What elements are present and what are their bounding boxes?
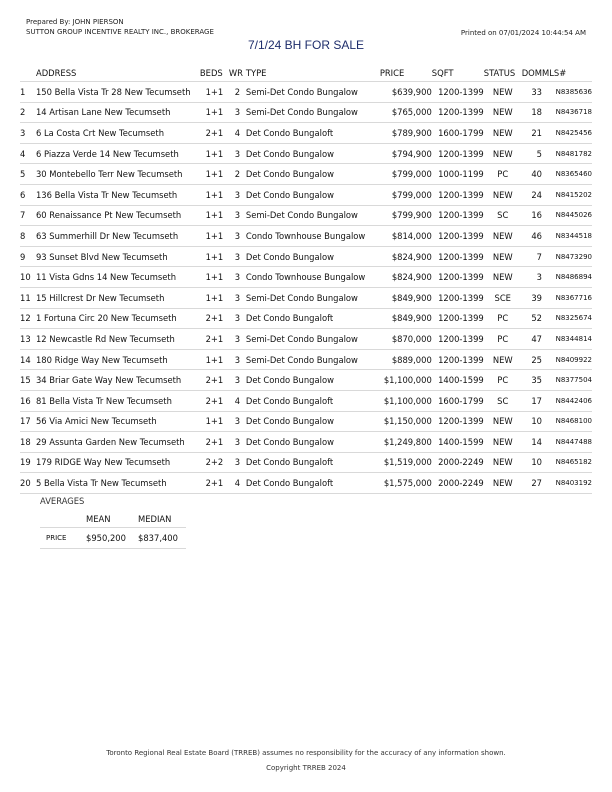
cell-wr: 2 — [229, 82, 246, 103]
cell-sqft: 1200-1399 — [432, 267, 484, 288]
table-row — [20, 123, 592, 144]
cell-price: $639,900 — [380, 82, 432, 103]
table-row — [20, 370, 592, 391]
cell-status: NEW — [484, 411, 522, 432]
cell-mls: N8442406 — [542, 390, 592, 411]
cell-type: Det Condo Bungalow — [246, 184, 380, 205]
cell-address: 6 La Costa Crt New Tecumseth — [36, 123, 200, 144]
cell-beds: 2+1 — [200, 473, 229, 494]
cell-dom: 33 — [522, 82, 542, 103]
table-row — [20, 205, 592, 226]
averages-blank-header — [40, 510, 86, 528]
cell-sqft: 1200-1399 — [432, 287, 484, 308]
cell-price: $794,900 — [380, 143, 432, 164]
cell-price: $799,000 — [380, 164, 432, 185]
cell-sqft: 1200-1399 — [432, 349, 484, 370]
table-header-row — [20, 64, 592, 82]
cell-address: 63 Summerhill Dr New Tecumseth — [36, 226, 200, 247]
cell-number: 10 — [20, 267, 36, 288]
cell-wr: 3 — [229, 143, 246, 164]
prepared-by: Prepared By: JOHN PIERSON — [26, 18, 124, 26]
cell-address: 14 Artisan Lane New Tecumseth — [36, 102, 200, 123]
table-row — [20, 473, 592, 494]
cell-beds: 1+1 — [200, 246, 229, 267]
cell-price: $849,900 — [380, 287, 432, 308]
cell-sqft: 2000-2249 — [432, 473, 484, 494]
cell-mls: N8415202 — [542, 184, 592, 205]
cell-dom: 27 — [522, 473, 542, 494]
cell-address: 150 Bella Vista Tr 28 New Tecumseth — [36, 82, 200, 103]
col-beds: BEDS — [200, 64, 229, 82]
cell-price: $889,000 — [380, 349, 432, 370]
cell-number: 4 — [20, 143, 36, 164]
col-price: PRICE — [380, 64, 432, 82]
cell-dom: 35 — [522, 370, 542, 391]
cell-dom: 25 — [522, 349, 542, 370]
cell-wr: 3 — [229, 287, 246, 308]
cell-wr: 3 — [229, 432, 246, 453]
cell-sqft: 1200-1399 — [432, 226, 484, 247]
cell-status: NEW — [484, 432, 522, 453]
cell-address: 136 Bella Vista Tr New Tecumseth — [36, 184, 200, 205]
cell-sqft: 2000-2249 — [432, 452, 484, 473]
cell-type: Det Condo Bungaloft — [246, 308, 380, 329]
averages-title: AVERAGES — [40, 496, 85, 506]
cell-price: $1,519,000 — [380, 452, 432, 473]
cell-sqft: 1400-1599 — [432, 370, 484, 391]
cell-dom: 16 — [522, 205, 542, 226]
cell-beds: 1+1 — [200, 349, 229, 370]
table-row — [20, 82, 592, 103]
cell-number: 18 — [20, 432, 36, 453]
cell-status: PC — [484, 329, 522, 350]
cell-dom: 3 — [522, 267, 542, 288]
cell-address: 56 Via Amici New Tecumseth — [36, 411, 200, 432]
averages-mean-header: MEAN — [86, 510, 138, 528]
cell-beds: 1+1 — [200, 287, 229, 308]
cell-number: 20 — [20, 473, 36, 494]
cell-type: Det Condo Bungalow — [246, 432, 380, 453]
cell-status: SCE — [484, 287, 522, 308]
cell-number: 13 — [20, 329, 36, 350]
cell-type: Condo Townhouse Bungalow — [246, 267, 380, 288]
averages-price-row — [40, 528, 186, 549]
averages-table — [40, 510, 186, 549]
cell-type: Det Condo Bungaloft — [246, 452, 380, 473]
cell-number: 12 — [20, 308, 36, 329]
cell-status: NEW — [484, 349, 522, 370]
cell-type: Det Condo Bungalow — [246, 143, 380, 164]
cell-mls: N8344518 — [542, 226, 592, 247]
cell-mls: N8365460 — [542, 164, 592, 185]
cell-mls: N8377504 — [542, 370, 592, 391]
cell-wr: 4 — [229, 123, 246, 144]
cell-status: NEW — [484, 143, 522, 164]
cell-address: 30 Montebello Terr New Tecumseth — [36, 164, 200, 185]
cell-address: 81 Bella Vista Tr New Tecumseth — [36, 390, 200, 411]
cell-number: 17 — [20, 411, 36, 432]
cell-wr: 3 — [229, 246, 246, 267]
cell-beds: 1+1 — [200, 411, 229, 432]
cell-price: $799,000 — [380, 184, 432, 205]
cell-address: 179 RIDGE Way New Tecumseth — [36, 452, 200, 473]
cell-mls: N8403192 — [542, 473, 592, 494]
col-sqft: SQFT — [432, 64, 484, 82]
cell-price: $1,249,800 — [380, 432, 432, 453]
table-row — [20, 411, 592, 432]
cell-address: 1 Fortuna Circ 20 New Tecumseth — [36, 308, 200, 329]
cell-type: Det Condo Bungalow — [246, 164, 380, 185]
printed-on: Printed on 07/01/2024 10:44:54 AM — [460, 29, 586, 37]
table-row — [20, 164, 592, 185]
cell-number: 2 — [20, 102, 36, 123]
cell-price: $789,900 — [380, 123, 432, 144]
cell-address: 180 Ridge Way New Tecumseth — [36, 349, 200, 370]
cell-mls: N8486894 — [542, 267, 592, 288]
table-row — [20, 308, 592, 329]
averages-median-value: $837,400 — [138, 528, 186, 549]
table-row — [20, 267, 592, 288]
cell-status: SC — [484, 205, 522, 226]
cell-type: Det Condo Bungaloft — [246, 390, 380, 411]
cell-wr: 3 — [229, 452, 246, 473]
cell-beds: 2+1 — [200, 432, 229, 453]
col-status: STATUS — [484, 64, 522, 82]
cell-dom: 47 — [522, 329, 542, 350]
cell-sqft: 1200-1399 — [432, 205, 484, 226]
col-dom: DOM — [522, 64, 542, 82]
cell-status: NEW — [484, 267, 522, 288]
cell-beds: 2+1 — [200, 370, 229, 391]
cell-type: Semi-Det Condo Bungalow — [246, 102, 380, 123]
cell-beds: 1+1 — [200, 184, 229, 205]
cell-price: $765,000 — [380, 102, 432, 123]
cell-address: 5 Bella Vista Tr New Tecumseth — [36, 473, 200, 494]
cell-type: Det Condo Bungalow — [246, 370, 380, 391]
cell-status: NEW — [484, 184, 522, 205]
cell-wr: 3 — [229, 349, 246, 370]
report-header — [26, 17, 214, 37]
cell-status: PC — [484, 370, 522, 391]
cell-wr: 3 — [229, 370, 246, 391]
cell-type: Semi-Det Condo Bungalow — [246, 287, 380, 308]
cell-beds: 1+1 — [200, 102, 229, 123]
cell-beds: 1+1 — [200, 82, 229, 103]
averages-median-header: MEDIAN — [138, 510, 186, 528]
cell-status: NEW — [484, 246, 522, 267]
cell-mls: N8409922 — [542, 349, 592, 370]
cell-type: Semi-Det Condo Bungalow — [246, 205, 380, 226]
cell-dom: 21 — [522, 123, 542, 144]
table-row — [20, 329, 592, 350]
cell-address: 6 Piazza Verde 14 New Tecumseth — [36, 143, 200, 164]
cell-address: 93 Sunset Blvd New Tecumseth — [36, 246, 200, 267]
cell-mls: N8447488 — [542, 432, 592, 453]
cell-sqft: 1200-1399 — [432, 308, 484, 329]
cell-sqft: 1200-1399 — [432, 82, 484, 103]
cell-dom: 52 — [522, 308, 542, 329]
cell-dom: 5 — [522, 143, 542, 164]
cell-number: 14 — [20, 349, 36, 370]
cell-price: $799,900 — [380, 205, 432, 226]
cell-wr: 4 — [229, 390, 246, 411]
cell-beds: 1+1 — [200, 267, 229, 288]
cell-mls: N8445026 — [542, 205, 592, 226]
cell-sqft: 1400-1599 — [432, 432, 484, 453]
cell-wr: 4 — [229, 473, 246, 494]
table-row — [20, 390, 592, 411]
cell-mls: N8425456 — [542, 123, 592, 144]
cell-wr: 3 — [229, 205, 246, 226]
cell-number: 19 — [20, 452, 36, 473]
cell-type: Condo Townhouse Bungalow — [246, 226, 380, 247]
footer-copyright: Copyright TRREB 2024 — [266, 764, 346, 772]
cell-number: 8 — [20, 226, 36, 247]
cell-price: $870,000 — [380, 329, 432, 350]
cell-sqft: 1200-1399 — [432, 184, 484, 205]
cell-status: SC — [484, 390, 522, 411]
cell-beds: 2+2 — [200, 452, 229, 473]
col-number — [20, 64, 36, 82]
cell-wr: 3 — [229, 267, 246, 288]
cell-number: 11 — [20, 287, 36, 308]
cell-price: $1,150,000 — [380, 411, 432, 432]
cell-dom: 7 — [522, 246, 542, 267]
cell-sqft: 1200-1399 — [432, 102, 484, 123]
cell-dom: 10 — [522, 452, 542, 473]
cell-wr: 3 — [229, 226, 246, 247]
cell-wr: 2 — [229, 164, 246, 185]
cell-mls: N8367716 — [542, 287, 592, 308]
cell-number: 16 — [20, 390, 36, 411]
cell-wr: 3 — [229, 102, 246, 123]
cell-wr: 3 — [229, 308, 246, 329]
cell-number: 1 — [20, 82, 36, 103]
cell-status: PC — [484, 308, 522, 329]
col-type: TYPE — [246, 64, 380, 82]
cell-dom: 10 — [522, 411, 542, 432]
cell-dom: 14 — [522, 432, 542, 453]
cell-status: NEW — [484, 102, 522, 123]
cell-price: $1,575,000 — [380, 473, 432, 494]
cell-beds: 2+1 — [200, 390, 229, 411]
cell-mls: N8481782 — [542, 143, 592, 164]
cell-price: $849,900 — [380, 308, 432, 329]
cell-sqft: 1200-1399 — [432, 246, 484, 267]
table-row — [20, 246, 592, 267]
cell-beds: 1+1 — [200, 143, 229, 164]
cell-type: Semi-Det Condo Bungalow — [246, 329, 380, 350]
cell-sqft: 1200-1399 — [432, 411, 484, 432]
cell-address: 15 Hillcrest Dr New Tecumseth — [36, 287, 200, 308]
cell-number: 9 — [20, 246, 36, 267]
cell-address: 29 Assunta Garden New Tecumseth — [36, 432, 200, 453]
brokerage-name: SUTTON GROUP INCENTIVE REALTY INC., BROKERAGE — [26, 28, 214, 36]
cell-wr: 3 — [229, 184, 246, 205]
cell-price: $824,900 — [380, 267, 432, 288]
cell-status: NEW — [484, 123, 522, 144]
cell-price: $814,000 — [380, 226, 432, 247]
cell-status: NEW — [484, 452, 522, 473]
cell-number: 3 — [20, 123, 36, 144]
cell-beds: 1+1 — [200, 205, 229, 226]
cell-type: Det Condo Bungalow — [246, 411, 380, 432]
cell-mls: N8344814 — [542, 329, 592, 350]
averages-mean-value: $950,200 — [86, 528, 138, 549]
col-mls: MLS# — [542, 64, 592, 82]
cell-type: Semi-Det Condo Bungalow — [246, 349, 380, 370]
cell-status: NEW — [484, 473, 522, 494]
table-row — [20, 452, 592, 473]
cell-status: NEW — [484, 82, 522, 103]
cell-beds: 2+1 — [200, 123, 229, 144]
table-row — [20, 287, 592, 308]
averages-row-label: PRICE — [40, 528, 86, 549]
cell-address: 11 Vista Gdns 14 New Tecumseth — [36, 267, 200, 288]
averages-header-row — [40, 510, 186, 528]
cell-dom: 24 — [522, 184, 542, 205]
cell-number: 15 — [20, 370, 36, 391]
listings-table — [20, 64, 592, 494]
cell-price: $1,100,000 — [380, 370, 432, 391]
cell-wr: 3 — [229, 329, 246, 350]
table-row — [20, 102, 592, 123]
table-row — [20, 184, 592, 205]
cell-dom: 39 — [522, 287, 542, 308]
footer-disclaimer: Toronto Regional Real Estate Board (TRREB) assumes no responsibility for the accuracy of any information shown. — [106, 749, 506, 757]
col-wr: WR — [229, 64, 246, 82]
cell-type: Det Condo Bungalow — [246, 246, 380, 267]
cell-price: $824,900 — [380, 246, 432, 267]
cell-sqft: 1000-1199 — [432, 164, 484, 185]
cell-price: $1,100,000 — [380, 390, 432, 411]
cell-mls: N8465182 — [542, 452, 592, 473]
col-address: ADDRESS — [36, 64, 200, 82]
cell-beds: 1+1 — [200, 226, 229, 247]
cell-mls: N8325674 — [542, 308, 592, 329]
cell-number: 6 — [20, 184, 36, 205]
cell-dom: 46 — [522, 226, 542, 247]
table-row — [20, 349, 592, 370]
cell-mls: N8385636 — [542, 82, 592, 103]
listings-body — [20, 82, 592, 494]
cell-beds: 1+1 — [200, 164, 229, 185]
table-row — [20, 226, 592, 247]
cell-dom: 40 — [522, 164, 542, 185]
cell-wr: 3 — [229, 411, 246, 432]
cell-mls: N8473290 — [542, 246, 592, 267]
cell-sqft: 1200-1399 — [432, 329, 484, 350]
cell-type: Semi-Det Condo Bungalow — [246, 82, 380, 103]
cell-beds: 2+1 — [200, 329, 229, 350]
cell-mls: N8436718 — [542, 102, 592, 123]
cell-sqft: 1600-1799 — [432, 123, 484, 144]
cell-sqft: 1200-1399 — [432, 143, 484, 164]
cell-dom: 17 — [522, 390, 542, 411]
cell-type: Det Condo Bungaloft — [246, 473, 380, 494]
cell-address: 34 Briar Gate Way New Tecumseth — [36, 370, 200, 391]
report-title: 7/1/24 BH FOR SALE — [247, 38, 365, 52]
cell-beds: 2+1 — [200, 308, 229, 329]
cell-sqft: 1600-1799 — [432, 390, 484, 411]
cell-type: Det Condo Bungaloft — [246, 123, 380, 144]
cell-address: 12 Newcastle Rd New Tecumseth — [36, 329, 200, 350]
cell-number: 7 — [20, 205, 36, 226]
cell-address: 60 Renaissance Pt New Tecumseth — [36, 205, 200, 226]
cell-status: PC — [484, 164, 522, 185]
cell-number: 5 — [20, 164, 36, 185]
table-row — [20, 432, 592, 453]
cell-dom: 18 — [522, 102, 542, 123]
table-row — [20, 143, 592, 164]
cell-mls: N8468100 — [542, 411, 592, 432]
cell-status: NEW — [484, 226, 522, 247]
